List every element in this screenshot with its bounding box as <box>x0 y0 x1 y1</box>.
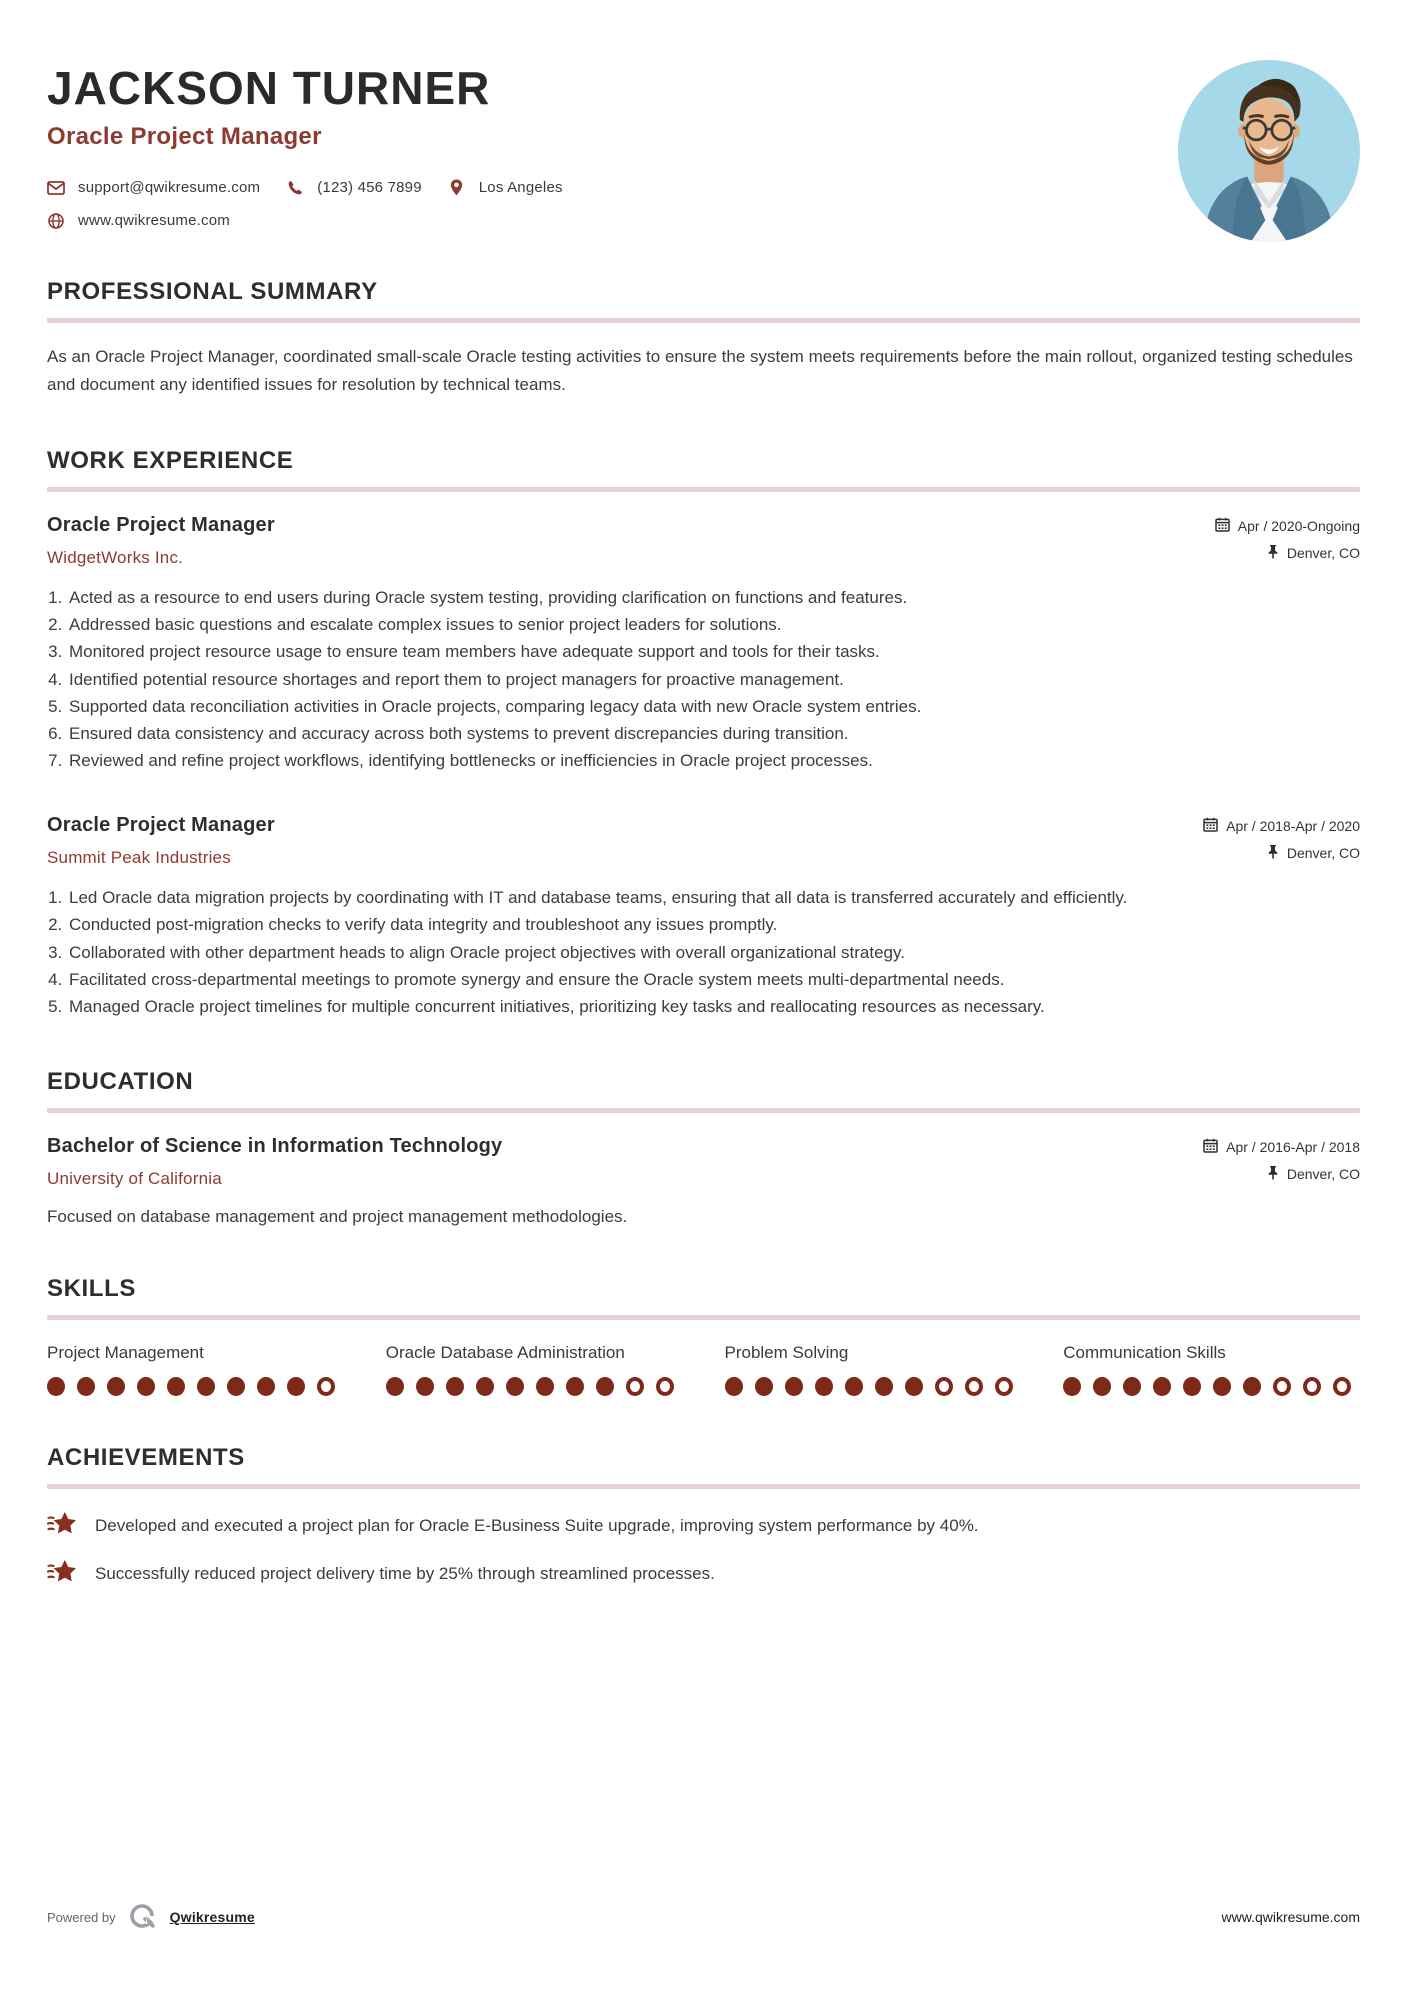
rating-dot-filled <box>1183 1377 1201 1396</box>
rating-dot-filled <box>1213 1377 1231 1396</box>
rating-dot-filled <box>566 1377 584 1396</box>
footer-website[interactable]: www.qwikresume.com <box>1221 1909 1360 1925</box>
phone-text: (123) 456 7899 <box>317 179 422 197</box>
qwikresume-logo-icon <box>128 1902 158 1932</box>
email-text: support@qwikresume.com <box>78 179 261 197</box>
rating-dot-filled <box>287 1377 305 1396</box>
profile-photo <box>1178 60 1360 242</box>
job-company: Summit Peak Industries <box>47 848 231 868</box>
rating-dot-filled <box>446 1377 464 1396</box>
summary-text: As an Oracle Project Manager, coordinated small-scale Oracle testing activities to ensure the system meets requirements before the main rollout, organized testing schedules and document any identified issues for resolution by technical teams. <box>47 346 1353 394</box>
divider <box>47 1108 1360 1113</box>
skill-rating <box>386 1377 683 1396</box>
rating-dot-filled <box>167 1377 185 1396</box>
rating-dot-filled <box>1123 1377 1141 1396</box>
rating-dot-empty <box>965 1377 983 1396</box>
skill-rating <box>47 1377 344 1396</box>
achievements-list <box>47 1513 1360 1591</box>
contact-row-1 <box>47 179 1360 197</box>
education-location-text: Denver, CO <box>1286 1166 1360 1183</box>
rating-dot-filled <box>257 1377 275 1396</box>
map-pin-icon <box>448 179 466 197</box>
skill-item <box>725 1342 1022 1396</box>
pushpin-icon <box>1267 1165 1279 1183</box>
avatar-illustration <box>1178 60 1360 242</box>
location-text: Los Angeles <box>478 179 563 197</box>
header <box>47 62 1360 230</box>
education-description: Focused on database management and project management methodologies. <box>47 1207 628 1227</box>
job-bullet: 3. Collaborated with other department heads to align Oracle project objectives with overall organizational strategy. <box>67 939 1360 966</box>
skill-item <box>1063 1342 1360 1396</box>
website-contact[interactable] <box>47 212 230 230</box>
rating-dot-filled <box>47 1377 65 1396</box>
job-bullet: 2. Conducted post-migration checks to verify data integrity and troubleshoot any issues promptly. <box>67 911 1360 938</box>
job-bullet: 1. Acted as a resource to end users during Oracle system testing, providing clarification on functions and features. <box>67 584 1360 611</box>
location-contact <box>448 179 563 197</box>
jobs <box>47 514 1360 1020</box>
achievement-item <box>47 1561 1360 1591</box>
rating-dot-empty <box>995 1377 1013 1396</box>
job-entry <box>47 814 1360 1020</box>
education-dates-text: Apr / 2016-Apr / 2018 <box>1226 1139 1360 1156</box>
website-text: www.qwikresume.com <box>78 212 230 230</box>
calendar-icon <box>1203 1138 1218 1156</box>
job-bullet: 5. Managed Oracle project timelines for multiple concurrent initiatives, prioritizing key tasks and reallocating resources as necessary. <box>67 993 1360 1020</box>
divider <box>47 487 1360 492</box>
job-location <box>1203 844 1360 862</box>
person-job-title: Oracle Project Manager <box>47 122 322 150</box>
rating-dot-filled <box>197 1377 215 1396</box>
skills-grid <box>47 1342 1360 1396</box>
star-badge-icon <box>47 1558 77 1591</box>
contact-info <box>47 179 1360 230</box>
job-bullet: 5. Supported data reconciliation activities in Oracle projects, comparing legacy data with new Oracle system entries. <box>67 693 1360 720</box>
rating-dot-filled <box>596 1377 614 1396</box>
rating-dot-filled <box>755 1377 773 1396</box>
achievement-text: Successfully reduced project delivery time by 25% through streamlined processes. <box>95 1564 715 1584</box>
rating-dot-filled <box>725 1377 743 1396</box>
skill-rating <box>1063 1377 1360 1396</box>
calendar-icon <box>1215 517 1230 535</box>
job-bullet: 6. Ensured data consistency and accuracy across both systems to prevent discrepancies during transition. <box>67 720 1360 747</box>
rating-dot-filled <box>1153 1377 1171 1396</box>
footer <box>47 1902 1360 1932</box>
rating-dot-filled <box>875 1377 893 1396</box>
rating-dot-filled <box>476 1377 494 1396</box>
job-dates <box>1215 517 1360 535</box>
rating-dot-filled <box>77 1377 95 1396</box>
rating-dot-filled <box>845 1377 863 1396</box>
pushpin-icon <box>1267 844 1279 862</box>
rating-dot-empty <box>626 1377 644 1396</box>
skill-name: Project Management <box>47 1343 204 1363</box>
rating-dot-filled <box>1063 1377 1081 1396</box>
rating-dot-filled <box>785 1377 803 1396</box>
job-dates <box>1203 817 1360 835</box>
job-bullet: 3. Monitored project resource usage to ensure team members have adequate support and tools for their tasks. <box>67 638 1360 665</box>
education-location <box>1203 1165 1360 1183</box>
phone-icon <box>286 179 304 197</box>
section-skills <box>47 1275 1360 1396</box>
rating-dot-empty <box>1273 1377 1291 1396</box>
achievement-item <box>47 1513 1360 1543</box>
rating-dot-empty <box>1303 1377 1321 1396</box>
skill-name: Problem Solving <box>724 1343 849 1363</box>
rating-dot-empty <box>935 1377 953 1396</box>
job-entry <box>47 514 1360 774</box>
section-work-experience <box>47 447 1360 1020</box>
email-contact[interactable] <box>47 179 260 197</box>
rating-dot-filled <box>1243 1377 1261 1396</box>
job-title: Oracle Project Manager <box>47 814 275 837</box>
skill-item <box>47 1342 344 1396</box>
rating-dot-empty <box>1333 1377 1351 1396</box>
education-dates <box>1203 1138 1360 1156</box>
section-education <box>47 1068 1360 1227</box>
job-bullet: 1. Led Oracle data migration projects by coordinating with IT and database teams, ensuring that all data is transferred accurately and efficiently. <box>67 884 1360 911</box>
phone-contact <box>286 179 422 197</box>
summary-heading: PROFESSIONAL SUMMARY <box>47 277 378 305</box>
job-bullet: 7. Reviewed and refine project workflows, identifying bottlenecks or inefficiencies in Oracle project processes. <box>67 747 1360 774</box>
envelope-icon <box>47 179 65 197</box>
rating-dot-filled <box>227 1377 245 1396</box>
rating-dot-filled <box>506 1377 524 1396</box>
rating-dot-filled <box>416 1377 434 1396</box>
contact-row-2 <box>47 212 1360 230</box>
job-bullet: 4. Facilitated cross-departmental meetings to promote synergy and ensure the Oracle system meets multi-departmental needs. <box>67 966 1360 993</box>
section-achievements <box>47 1444 1360 1591</box>
job-bullet: 2. Addressed basic questions and escalate complex issues to senior project leaders for solutions. <box>67 611 1360 638</box>
rating-dot-filled <box>815 1377 833 1396</box>
job-title: Oracle Project Manager <box>47 513 275 536</box>
rating-dot-empty <box>656 1377 674 1396</box>
achievements-heading: ACHIEVEMENTS <box>47 1444 245 1472</box>
calendar-icon <box>1203 817 1218 835</box>
pushpin-icon <box>1267 544 1279 562</box>
education-entry <box>47 1135 1360 1227</box>
job-bullets <box>47 584 1360 774</box>
job-company: WidgetWorks Inc. <box>47 547 184 567</box>
skill-name: Communication Skills <box>1063 1343 1226 1363</box>
section-professional-summary <box>47 278 1360 399</box>
skill-name: Oracle Database Administration <box>385 1343 625 1363</box>
rating-dot-filled <box>386 1377 404 1396</box>
rating-dot-filled <box>905 1377 923 1396</box>
job-location <box>1215 544 1360 562</box>
job-dates-text: Apr / 2020-Ongoing <box>1237 517 1360 534</box>
degree-title: Bachelor of Science in Information Technology <box>47 1135 503 1158</box>
skills-heading: SKILLS <box>47 1275 136 1303</box>
job-bullets <box>47 884 1360 1020</box>
rating-dot-filled <box>137 1377 155 1396</box>
rating-dot-filled <box>107 1377 125 1396</box>
person-name: JACKSON TURNER <box>47 62 491 114</box>
experience-heading: WORK EXPERIENCE <box>47 446 294 474</box>
star-badge-icon <box>47 1510 77 1543</box>
achievement-text: Developed and executed a project plan for Oracle E-Business Suite upgrade, improving system performance by 40%. <box>95 1516 979 1536</box>
divider <box>47 1484 1360 1489</box>
qwikresume-link[interactable]: Qwikresume <box>169 1909 255 1925</box>
powered-by-label: Powered by <box>47 1909 116 1925</box>
globe-icon <box>47 212 65 230</box>
skill-item <box>386 1342 683 1396</box>
rating-dot-filled <box>536 1377 554 1396</box>
rating-dot-empty <box>317 1377 335 1396</box>
job-location-text: Denver, CO <box>1286 845 1360 862</box>
divider <box>47 1315 1360 1320</box>
education-heading: EDUCATION <box>47 1068 194 1096</box>
job-location-text: Denver, CO <box>1286 544 1360 561</box>
divider <box>47 318 1360 323</box>
rating-dot-filled <box>1093 1377 1111 1396</box>
job-bullet: 4. Identified potential resource shortages and report them to project managers for proactive management. <box>67 666 1360 693</box>
job-dates-text: Apr / 2018-Apr / 2020 <box>1226 818 1360 835</box>
skill-rating <box>725 1377 1022 1396</box>
school-name: University of California <box>47 1169 222 1189</box>
